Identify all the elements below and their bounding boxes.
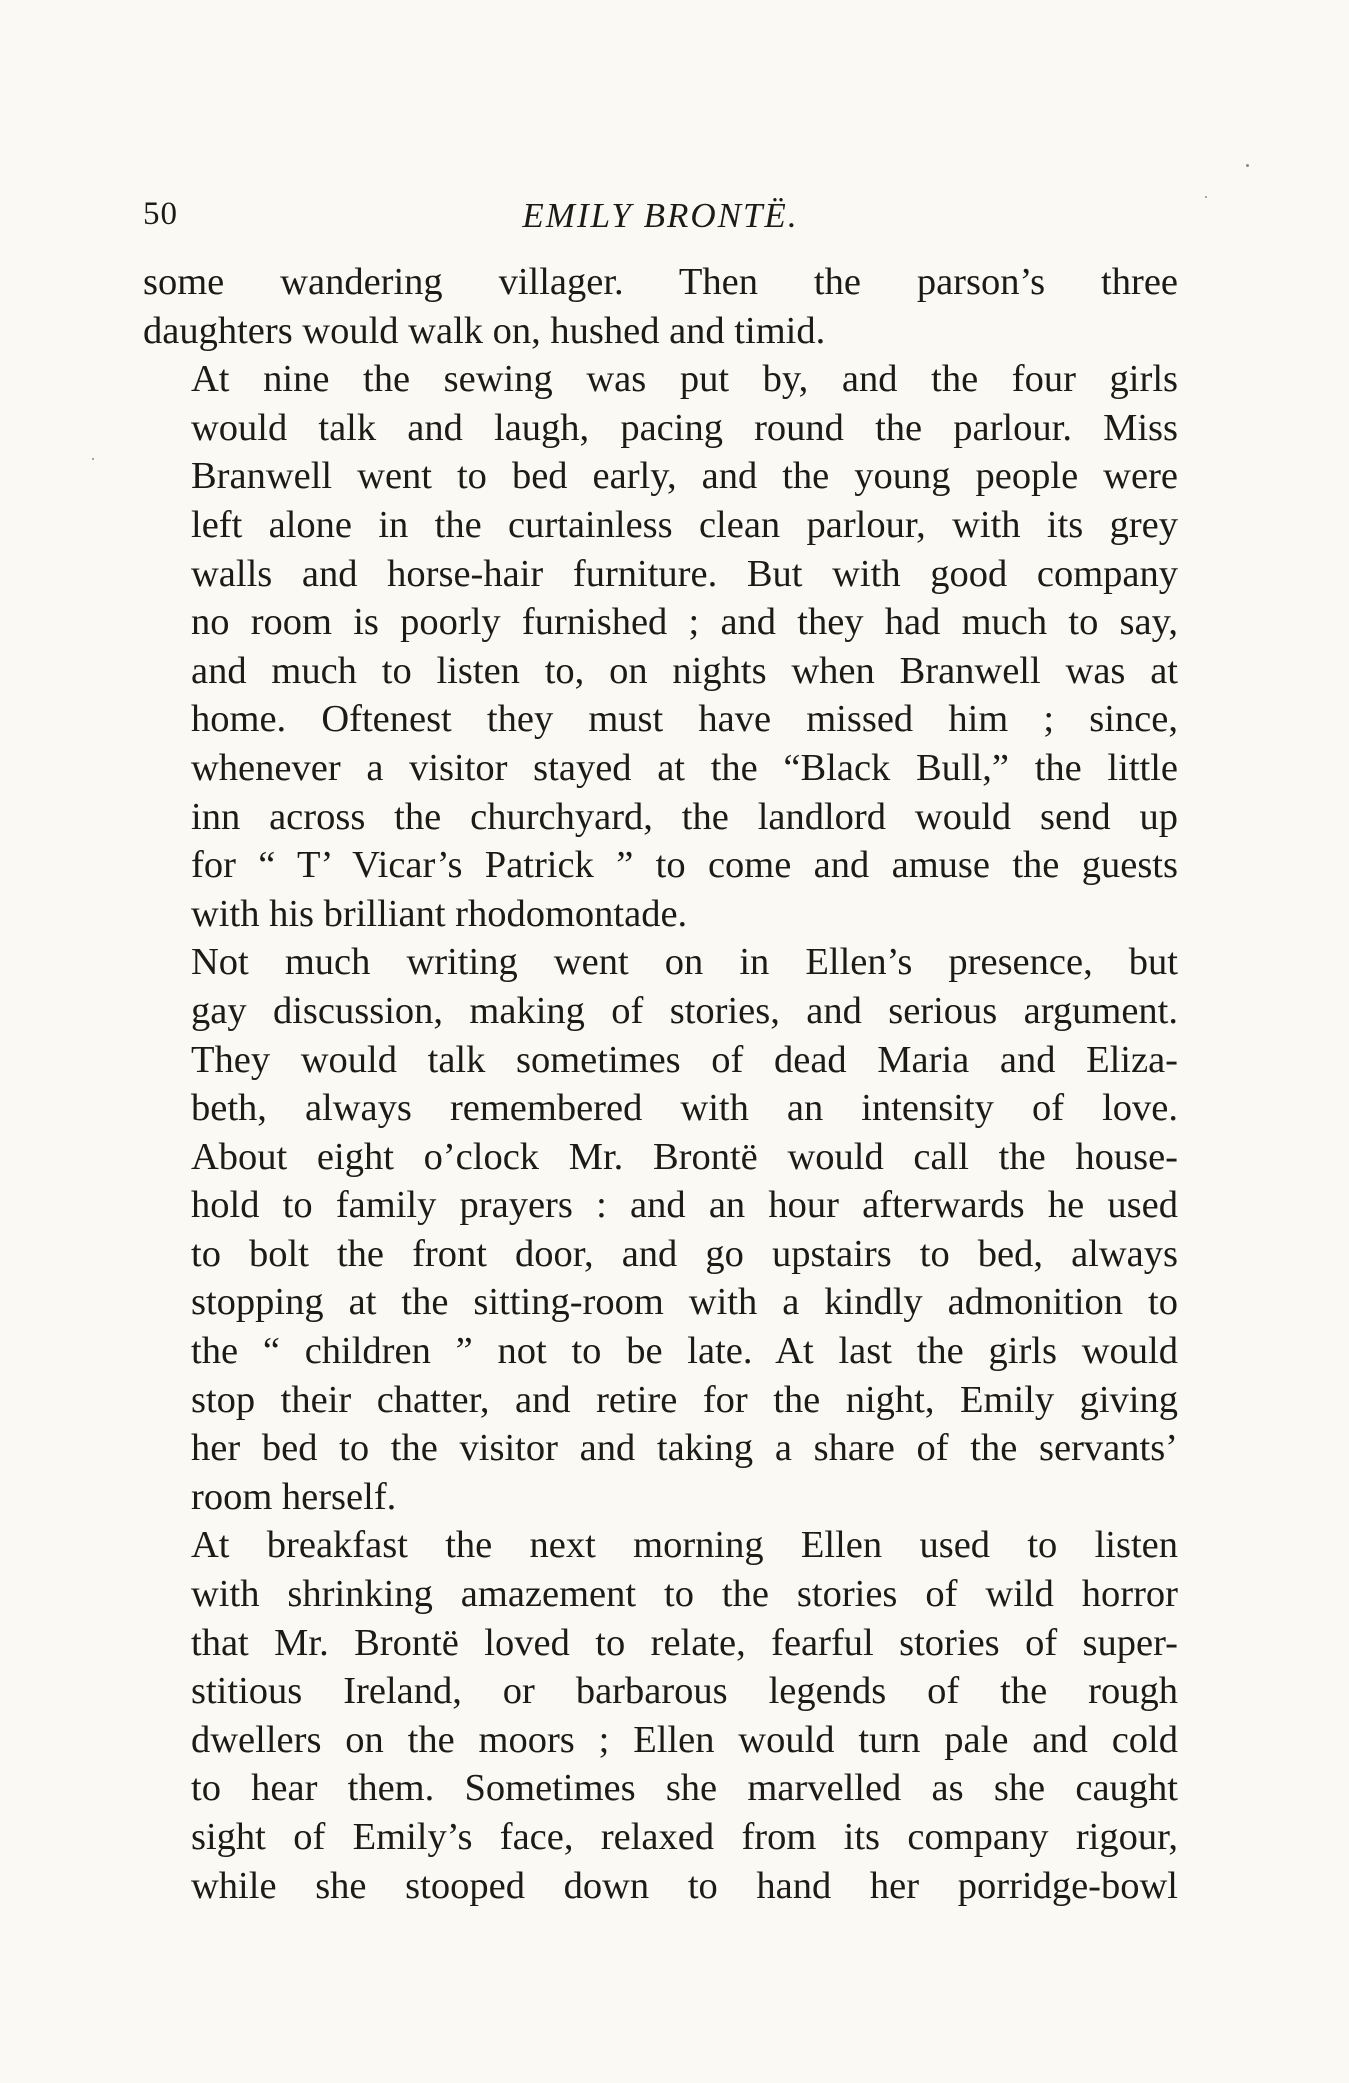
text-line: stop their chatter, and retire for the night, Emily giving xyxy=(191,1378,1178,1421)
text-line: At breakfast the next morning Ellen used to listen xyxy=(191,1524,1178,1567)
body-text xyxy=(143,258,1178,1910)
text-line: her bed to the visitor and taking a share of the servants’ xyxy=(191,1427,1178,1470)
text-line: to bolt the front door, and go upstairs to bed, always xyxy=(191,1232,1178,1275)
text-line: daughters would walk on, hushed and timid. xyxy=(143,309,826,352)
text-line: They would talk sometimes of dead Maria and Eliza- xyxy=(191,1038,1178,1081)
text-line: left alone in the curtainless clean parlour, with its grey xyxy=(191,503,1178,546)
paragraph-2 xyxy=(143,355,1178,938)
paper-speck xyxy=(92,458,94,460)
text-line: room herself. xyxy=(191,1475,397,1518)
text-line: no room is poorly furnished ; and they had much to say, xyxy=(191,601,1178,644)
text-line: Not much writing went on in Ellen’s presence, but xyxy=(191,941,1178,984)
text-line: About eight o’clock Mr. Brontë would call the house- xyxy=(191,1135,1178,1178)
paragraph-3 xyxy=(143,938,1178,1521)
text-line: At nine the sewing was put by, and the four girls xyxy=(191,358,1178,401)
running-head xyxy=(143,196,1178,246)
text-line: gay discussion, making of stories, and serious argument. xyxy=(191,989,1178,1032)
text-line: inn across the churchyard, the landlord would send up xyxy=(191,795,1178,838)
text-line: while she stooped down to hand her porridge-bowl xyxy=(191,1864,1178,1907)
text-line: to hear them. Sometimes she marvelled as she caught xyxy=(191,1767,1178,1810)
running-title: EMILY BRONTË. xyxy=(522,196,799,235)
paper-speck xyxy=(1205,196,1207,198)
text-line: hold to family prayers : and an hour afterwards he used xyxy=(191,1184,1178,1227)
text-line: and much to listen to, on nights when Branwell was at xyxy=(191,649,1178,692)
text-line: some wandering villager. Then the parson’s three xyxy=(143,261,1178,303)
paragraph-1 xyxy=(143,258,1178,355)
text-line: walls and horse-hair furniture. But with good company xyxy=(191,552,1178,595)
text-line: whenever a visitor stayed at the “Black Bull,” the little xyxy=(191,746,1178,789)
text-line: sight of Emily’s face, relaxed from its company rigour, xyxy=(191,1816,1178,1858)
text-line: would talk and laugh, pacing round the parlour. Miss xyxy=(191,406,1178,449)
text-line: beth, always remembered with an intensity of love. xyxy=(191,1087,1178,1130)
paragraph-4 xyxy=(143,1521,1178,1910)
text-line: home. Oftenest they must have missed him ; since, xyxy=(191,698,1178,741)
text-line: stopping at the sitting-room with a kindly admonition to xyxy=(191,1281,1178,1324)
text-line: the “ children ” not to be late. At last the girls would xyxy=(191,1330,1178,1373)
text-line: that Mr. Brontë loved to relate, fearful stories of super- xyxy=(191,1621,1178,1664)
page-number: 50 xyxy=(143,196,178,232)
text-line: stitious Ireland, or barbarous legends of the rough xyxy=(191,1670,1178,1713)
text-line: dwellers on the moors ; Ellen would turn pale and cold xyxy=(191,1718,1178,1761)
text-line: with his brilliant rhodomontade. xyxy=(191,892,688,935)
text-line: with shrinking amazement to the stories of wild horror xyxy=(191,1573,1178,1616)
text-line: for “ T’ Vicar’s Patrick ” to come and amuse the guests xyxy=(191,844,1178,887)
text-line: Branwell went to bed early, and the young people were xyxy=(191,455,1178,498)
paper-speck xyxy=(1246,164,1249,167)
